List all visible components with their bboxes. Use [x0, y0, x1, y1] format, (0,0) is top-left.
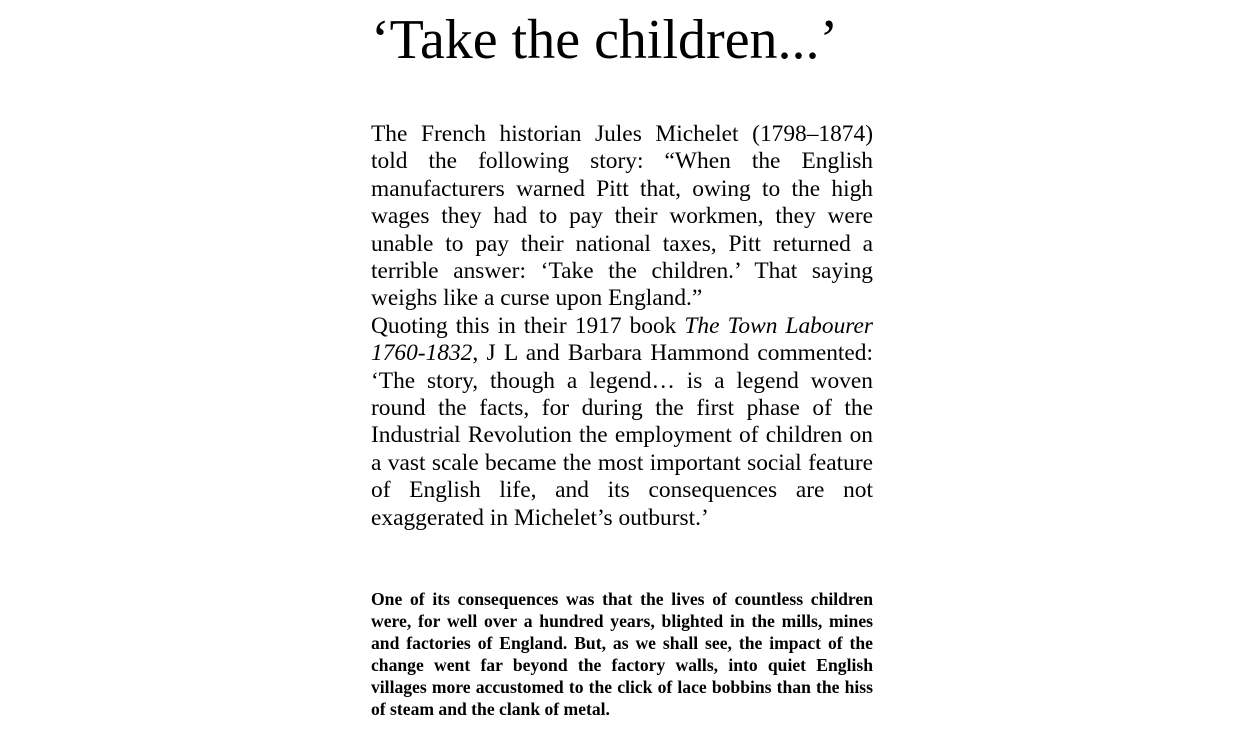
paragraph-michelet-story: The French historian Jules Michelet (1798–1874) told the following story: “When the English manufacturers warned Pitt that, owing to the high wages they had to pay their workmen, they were unable to pay their national taxes, Pitt returned a terrible answer: ‘Take the children.’ That saying weighs like a curse upon England.”	[371, 121, 873, 312]
summary-block	[371, 588, 873, 720]
paragraph-lead: Quoting this in their 1917 book	[371, 312, 685, 339]
summary-paragraph: One of its consequences was that the lives of countless children were, for well over a hundred years, blighted in the mills, mines and factories of England. But, as we shall see, the impact of the change went far beyond the factory walls, into quiet English villages more accustomed to the click of lace bobbins than the hiss of steam and the clank of metal.	[371, 589, 873, 719]
page-title: ‘Take the children...’	[371, 9, 839, 71]
paragraph-hammond-quote	[371, 313, 873, 532]
paragraph-rest: , J L and Barbara Hammond commented: ‘The story, though a legend… is a legend woven round the facts, for during the first phase of the Industrial Revolution the employment of children on a vast scale became the most important social feature of English life, and its consequences are not exaggerated in Michelet’s outburst.’	[371, 340, 873, 531]
book-title: The Town Labourer 1760-1832	[371, 312, 873, 367]
body-text	[371, 121, 873, 532]
